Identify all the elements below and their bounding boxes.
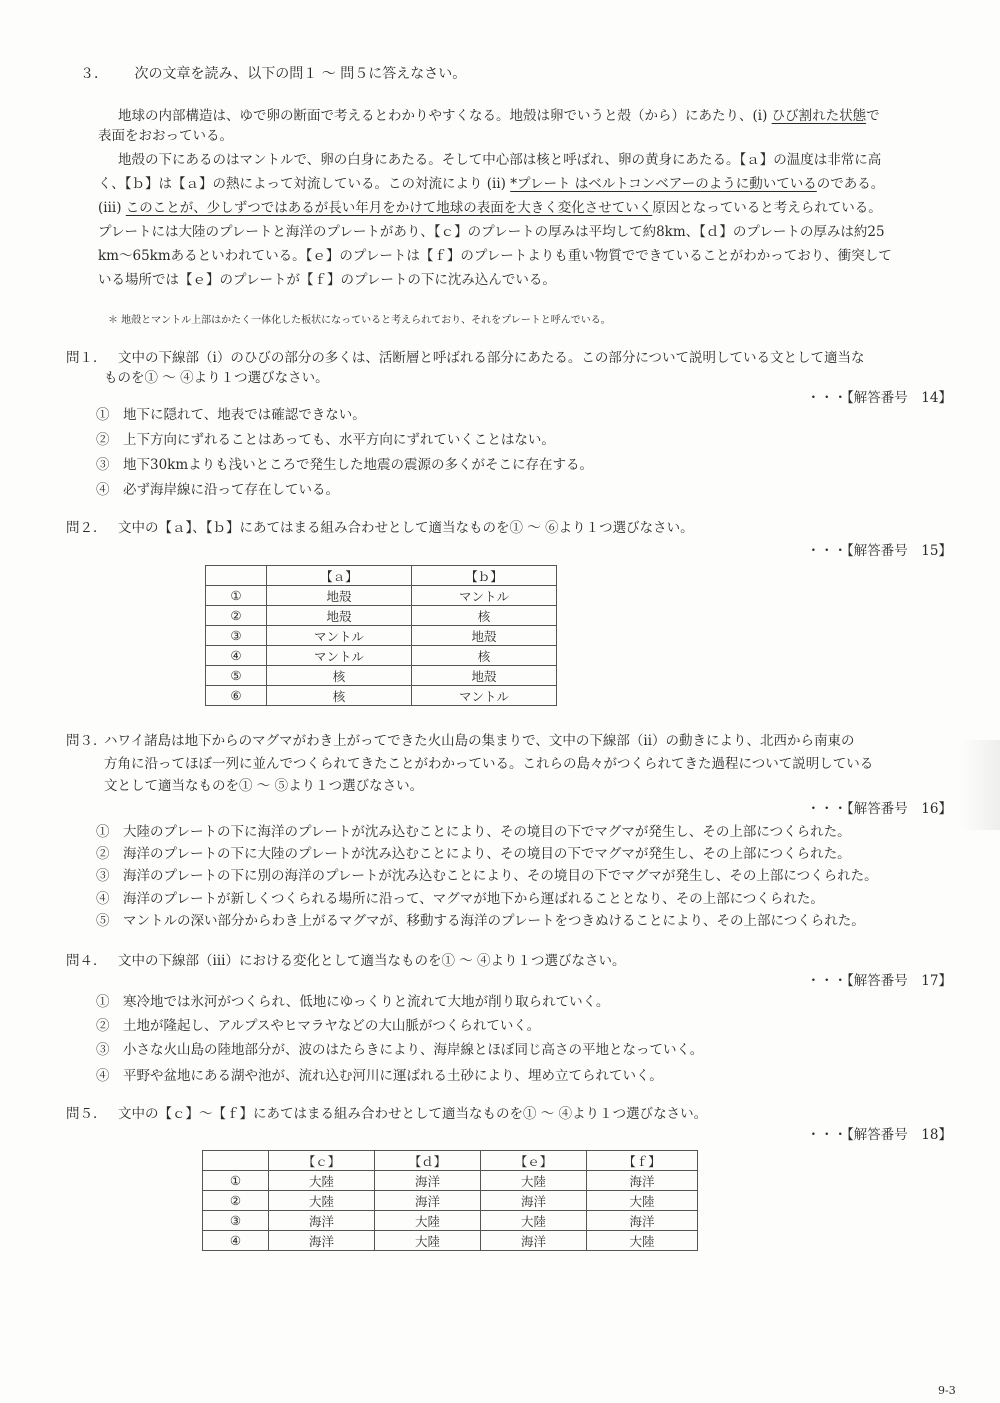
passage-line [98,220,885,240]
passage-text: で [866,108,880,124]
passage-text: 表面をおおっている。 [98,128,233,144]
choice-table [205,565,557,706]
table-cell: 大陸 [587,1231,698,1251]
table-header: 【ｃ】 [269,1151,375,1171]
table-cell: 大陸 [375,1211,481,1231]
table-cell: 地殻 [412,626,557,646]
answer-option[interactable]: ③ 小さな火山島の陸地部分が、波のはたらきにより、海岸線とほぼ同じ高さの平地となっていく。 [96,1042,704,1058]
answer-option[interactable]: ② 海洋のプレートの下に大陸のプレートが沈み込むことにより、その境目の下でマグマが発生し、その上部につくられた。 [96,846,851,862]
answer-option[interactable]: ③ 海洋のプレートの下に別の海洋のプレートが沈み込むことにより、その境目の下でマグマが発生し、その上部につくられた。 [96,868,878,884]
table-cell: ④ [203,1231,269,1251]
underlined-text: *プレート はベルトコンベアーのように動いている [510,176,817,192]
question-text: 方角に沿ってほぼ一列に並んでつくられてきたことがわかっている。これらの島々がつくられてきた過程について説明している [104,755,874,772]
table-cell: ④ [206,646,267,666]
question-text: ものを① ～ ④より１つ選びなさい。 [104,370,329,386]
table-cell: 地殻 [267,586,412,606]
table-cell: 海洋 [375,1191,481,1211]
passage-line [98,172,884,192]
passage-line [98,124,233,144]
answer-number: ・・・【解答番号 14】 [806,390,952,406]
section-header [80,63,466,83]
table-cell: 大陸 [269,1191,375,1211]
passage-text: いる場所では【ｅ】のプレートが【ｆ】のプレートの下に沈み込んでいる。 [98,272,556,288]
answer-option[interactable]: ② 上下方向にずれることはあっても、水平方向にずれていくことはない。 [96,432,555,448]
table-cell: 大陸 [481,1211,587,1231]
table-cell: 海洋 [587,1211,698,1231]
question-label: 問１． [66,350,107,366]
answer-option[interactable]: ④ 必ず海岸線に沿って存在している。 [96,482,339,498]
table-row[interactable] [206,586,557,606]
table-header: 【ｆ】 [587,1151,698,1171]
table-header: 【ｂ】 [412,566,557,586]
question-text: 文中の下線部（ⅰ）のひびの部分の多くは、活断層と呼ばれる部分にあたる。この部分について説明している文として適当な [118,350,865,366]
table-cell: ② [203,1191,269,1211]
choice-table [202,1150,698,1251]
table-cell: 核 [267,686,412,706]
table-cell: 地殻 [267,606,412,626]
table-cell: ① [206,586,267,606]
table-cell: 海洋 [481,1191,587,1211]
question-label: 問３． [66,733,107,749]
answer-number: ・・・【解答番号 18】 [806,1127,952,1143]
table-cell: 大陸 [375,1231,481,1251]
table-cell: 核 [267,666,412,686]
table-cell: 海洋 [587,1171,698,1191]
scan-shadow [960,740,1000,830]
answer-number: ・・・【解答番号 17】 [806,973,952,989]
table-cell: ① [203,1171,269,1191]
question-label: 問２． [66,520,107,536]
answer-option[interactable]: ④ 平野や盆地にある湖や池が、流れ込む河川に運ばれる土砂により、埋め立てられていく。 [96,1068,663,1084]
section-number: ３． [80,66,108,82]
table-row[interactable] [206,606,557,626]
table-cell: 海洋 [269,1211,375,1231]
table-header: 【ａ】 [267,566,412,586]
table-row[interactable] [206,666,557,686]
table-cell: マントル [412,586,557,606]
table-row[interactable] [203,1171,698,1191]
table-cell: マントル [412,686,557,706]
table-cell: 海洋 [269,1231,375,1251]
passage-text: く、【ｂ】は【ａ】の熱によって対流している。この対流により (ⅱ) [98,176,511,192]
passage-line [118,104,880,124]
table-header: 【ｅ】 [481,1151,587,1171]
answer-option[interactable]: ⑤ マントルの深い部分からわき上がるマグマが、移動する海洋のプレートをつきぬけることにより、その上部につくられた。 [96,913,865,929]
table-cell: 海洋 [481,1231,587,1251]
table-header [206,566,267,586]
table-cell: 地殻 [412,666,557,686]
passage-text: プレートには大陸のプレートと海洋のプレートがあり、【ｃ】のプレートの厚みは平均して約8km、【ｄ】のプレートの厚みは約25 [98,224,885,240]
table-row[interactable] [206,646,557,666]
table-row[interactable] [203,1231,698,1251]
table-cell: ⑤ [206,666,267,686]
answer-option[interactable]: ④ 海洋のプレートが新しくつくられる場所に沿って、マグマが地下から運ばれることとなり、その上部につくられた。 [96,891,824,907]
passage-line [98,196,882,216]
table-cell: 核 [412,646,557,666]
table-header [203,1151,269,1171]
table-header: 【ｄ】 [375,1151,481,1171]
question-text: 文中の【ｃ】～【ｆ】にあてはまる組み合わせとして適当なものを① ～ ④より１つ選びなさい。 [118,1106,708,1122]
table-cell: ③ [206,626,267,646]
answer-number: ・・・【解答番号 16】 [806,801,952,817]
page-number: 9-3 [938,1384,956,1397]
passage-line [118,148,881,168]
table-header-row [206,566,557,586]
table-cell: ⑥ [206,686,267,706]
table-row[interactable] [203,1191,698,1211]
passage-text: 地球の内部構造は、ゆで卵の断面で考えるとわかりやすくなる。地殻は卵でいうと殻（から）にあたり、(ⅰ) [118,108,772,124]
passage-text: 地殻の下にあるのはマントルで、卵の白身にあたる。そして中心部は核と呼ばれ、卵の黄身にあたる。【ａ】の温度は非常に高 [118,152,882,168]
question-label: 問５． [66,1106,107,1122]
table-cell: 海洋 [375,1171,481,1191]
passage-text: 原因となっていると考えられている。 [652,200,882,216]
passage-text: (ⅲ) [98,200,126,216]
underlined-text: ひび割れた状態 [771,108,867,124]
answer-number: ・・・【解答番号 15】 [806,543,952,559]
table-cell: マントル [267,626,412,646]
underlined-text: このことが、少しずつではあるが長い年月をかけて地球の表面を大きく変化させていく [125,200,653,216]
table-cell: マントル [267,646,412,666]
answer-option[interactable]: ② 土地が隆起し、アルプスやヒマラヤなどの大山脈がつくられていく。 [96,1018,541,1034]
table-header-row [203,1151,698,1171]
table-row[interactable] [206,686,557,706]
answer-option[interactable]: ① 寒冷地では氷河がつくられ、低地にゆっくりと流れて大地が削り取られていく。 [96,994,610,1010]
table-cell: 大陸 [587,1191,698,1211]
passage-line [98,244,892,264]
table-cell: 核 [412,606,557,626]
passage-text: のである。 [816,176,885,192]
section-instruction: 次の文章を読み、以下の問１ ～ 問５に答えなさい。 [134,66,467,82]
table-cell: ② [206,606,267,626]
table-cell: ③ [203,1211,269,1231]
table-cell: 大陸 [481,1171,587,1191]
table-row[interactable] [203,1211,698,1231]
passage-line [98,268,556,288]
question-text: 文中の下線部（ⅲ）における変化として適当なものを① ～ ④より１つ選びなさい。 [118,953,626,969]
table-cell: 大陸 [269,1171,375,1191]
passage-text: km～65kmあるといわれている。【ｅ】のプレートは【ｆ】のプレートよりも重い物質でできていることがわかっており、衝突して [98,248,892,264]
question-text: 文として適当なものを① ～ ⑤より１つ選びなさい。 [104,778,424,794]
question-label: 問４． [66,953,107,969]
table-row[interactable] [206,626,557,646]
question-text: ハワイ諸島は地下からのマグマがわき上がってできた火山島の集まりで、文中の下線部（ⅱ）の動きにより、北西から南東の [104,733,855,749]
answer-option[interactable]: ① 大陸のプレートの下に海洋のプレートが沈み込むことにより、その境目の下でマグマが発生し、その上部につくられた。 [96,824,851,840]
answer-option[interactable]: ③ 地下30kmよりも浅いところで発生した地震の震源の多くがそこに存在する。 [96,457,594,473]
question-text: 文中の【ａ】、【ｂ】にあてはまる組み合わせとして適当なものを① ～ ⑥より１つ選びなさい。 [118,520,694,536]
footnote: ＊ 地殻とマントル上部はかたく一体化した板状になっていると考えられており、それをプレートと呼んでいる。 [108,315,611,326]
answer-option[interactable]: ① 地下に隠れて、地表では確認できない。 [96,407,366,423]
